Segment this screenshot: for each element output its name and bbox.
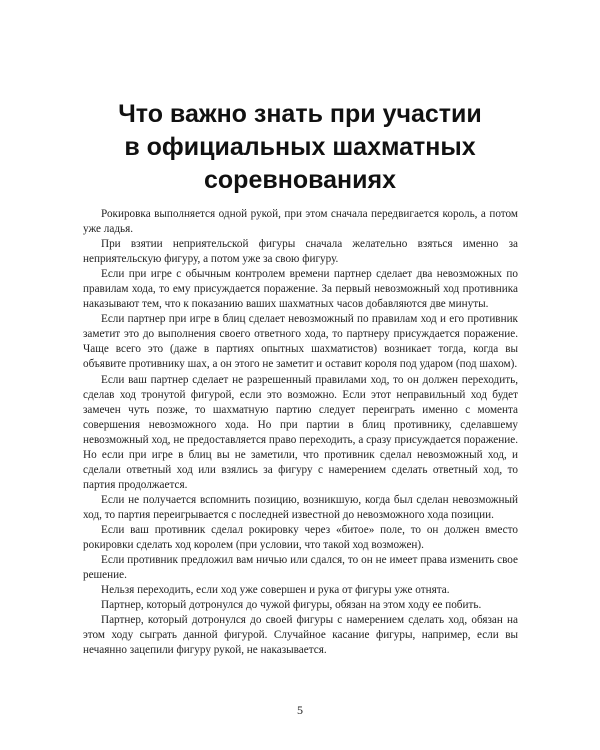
paragraph: Партнер, который дотронулся до чужой фигуры, обязан на этом ходу ее побить. [101, 599, 482, 612]
paragraph: Если партнер при игре в блиц сделает невозможный по правилам ход и его противник заметит это до выполнения своего ответного хода, то партнеру присуждается поражение. Чаще всего это (даже в партиях опытных шахматистов) возникает тогда, когда вы объявите противнику шах, а он этого не заметит и оставит короля под ударом (под шахом). [83, 313, 518, 371]
chapter-title-line: в официальных шахматных [124, 133, 476, 161]
chapter-title-line: Что важно знать при участии [118, 100, 482, 128]
paragraph: Партнер, который дотронулся до своей фигуры с намерением сделать ход, обязан на этом ходу сыграть данной фигурой. Случайное касание фигуры, например, если вы нечаянно зацепили фигуру рукой, не наказывается. [83, 614, 518, 657]
paragraph: Если противник предложил вам ничью или сдался, то он не имеет права изменить свое решение. [83, 554, 518, 582]
body-text [83, 207, 518, 658]
paragraph: Если ваш партнер сделает не разрешенный правилами ход, то он должен переходить, сделав ход тронутой фигурой, если это возможно. Если этот неправильный ход будет замечен чуть позже, то шахматную партию следует переиграть именно с момента совершения невозможного хода. Но при партии в блиц противнику, сделавшему невозможный ход, не предоставляется право переходить, а сразу присуждается поражение. Но если при игре в блиц вы не заметили, что противник сделал невозможный ход, и сделали ответный ход или взялись за фигуру с намерением сделать ответный ход, то партия продолжается. [83, 373, 518, 491]
paragraph: Если при игре с обычным контролем времени партнер сделает два невозможных по правилам хода, то ему присуждается поражение. За первый невозможный ход противника наказывают тем, что к показанию ваших шахматных часов добавляются две минуты. [83, 268, 518, 311]
paragraph: При взятии неприятельской фигуры сначала желательно взяться именно за неприятельскую фигуру, а потом уже за свою фигуру. [83, 238, 518, 266]
paragraph: Нельзя переходить, если ход уже совершен и рука от фигуры уже отнята. [101, 584, 450, 597]
chapter-title [70, 98, 530, 197]
page-number: 5 [297, 703, 303, 717]
paragraph: Если не получается вспомнить позицию, возникшую, когда был сделан невозможный ход, то партия переигрывается с последней известной до невозможного хода позиции. [83, 493, 518, 521]
paragraph: Если ваш противник сделал рокировку через «битое» поле, то он должен вместо рокировки сделать ход королем (при условии, что такой ход возможен). [83, 523, 518, 552]
paragraph: Рокировка выполняется одной рукой, при этом сначала передвигается король, а потом уже ладья. [83, 208, 518, 236]
chapter-title-line: соревнованиях [204, 166, 396, 194]
